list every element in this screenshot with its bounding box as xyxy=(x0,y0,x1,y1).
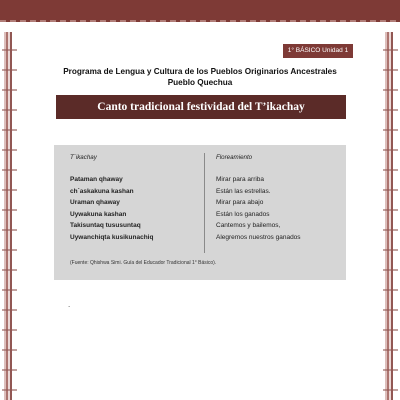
quechua-line: Takisuntaq tususuntaq xyxy=(70,222,141,229)
quechua-heading: T´ikachay xyxy=(70,154,97,161)
song-table xyxy=(54,145,346,280)
source-citation: (Fuente: Qhishwa Simi. Guía del Educador Tradicional 1° Básico). xyxy=(70,260,217,266)
program-title: Programa de Lengua y Cultura de los Pueblos Originarios Ancestrales xyxy=(63,67,337,76)
quechua-line: Uywanchiqta kusikunachiq xyxy=(70,233,154,241)
spanish-line: Están los ganados xyxy=(216,210,270,218)
grade-unit-badge: 1° BÁSICO Unidad 1 xyxy=(283,44,353,58)
quechua-line: Pataman qhaway xyxy=(70,176,123,183)
spanish-column xyxy=(216,154,341,243)
quechua-line: Uywakuna kashan xyxy=(70,210,127,218)
right-decorative-border xyxy=(383,32,398,400)
column-divider xyxy=(204,153,205,253)
song-title-bar: Canto tradicional festividad del T’ikachay xyxy=(56,95,346,119)
spanish-line: Mirar para abajo xyxy=(216,199,264,206)
top-decorative-band xyxy=(0,0,400,22)
spanish-heading: Floreamiento xyxy=(216,154,253,161)
quechua-line: Uraman qhaway xyxy=(70,199,120,206)
left-decorative-border xyxy=(2,32,17,400)
people-subtitle: Pueblo Quechua xyxy=(167,78,233,87)
stray-dot: . xyxy=(68,300,71,309)
spanish-line: Cantemos y bailemos, xyxy=(216,222,281,229)
quechua-line: ch´askakuna kashan xyxy=(70,187,134,195)
spanish-line: Alegremos nuestros ganados xyxy=(216,233,301,241)
quechua-column xyxy=(70,154,190,243)
spanish-line: Están las estrellas. xyxy=(216,187,271,195)
spanish-line: Mirar para arriba xyxy=(216,176,265,183)
